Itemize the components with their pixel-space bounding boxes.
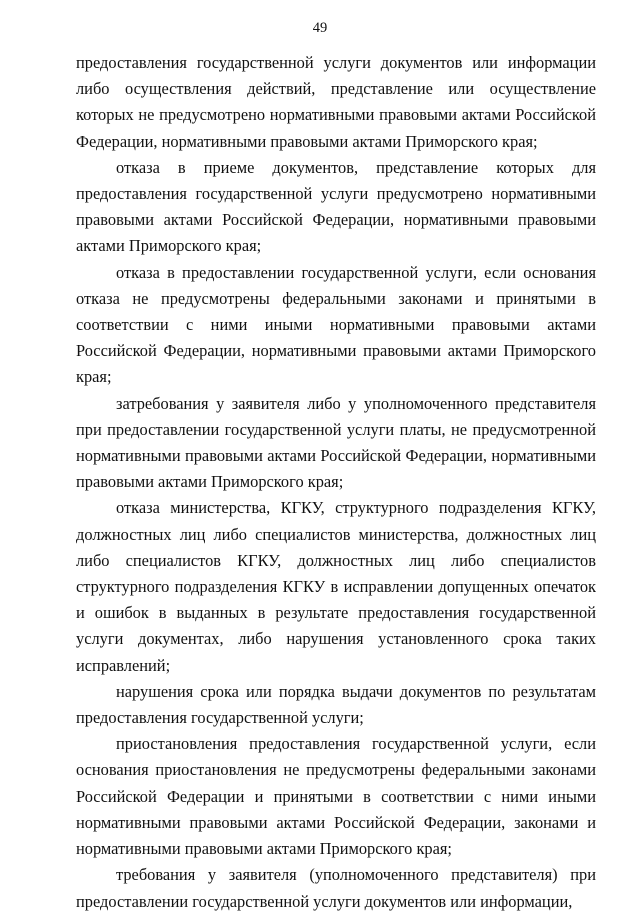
document-body (76, 50, 596, 915)
paragraph: требования у заявителя (уполномоченного представителя) при предоставлении государственной услуги документов или информации, (76, 865, 596, 911)
paragraph: нарушения срока или порядка выдачи документов по результатам предоставления государственной услуги; (76, 681, 596, 728)
paragraph: предоставления государственной услуги документов или информации либо осуществления действий, представление или осуществление которых не предусмотрено нормативными правовыми актами Российской Федерации, нормативными правовыми актами Приморского края; (76, 53, 596, 151)
page-number: 49 (312, 20, 328, 36)
paragraph: отказа в приеме документов, представление которых для предоставления государственной услуги предусмотрено нормативными правовыми актами Российской Федерации, нормативными правовыми актами Приморского края; (76, 157, 596, 256)
paragraph: затребования у заявителя либо у уполномоченного представителя при предоставлении государственной услуги платы, не предусмотренной нормативными правовыми актами Российской Федерации, нормативными правовыми актами Приморского края; (76, 393, 596, 492)
paragraph: отказа в предоставлении государственной услуги, если основания отказа не предусмотрены федеральными законами и принятыми в соответствии с ними иными нормативными правовыми актами Российской Федерации, нормативными правовыми актами Приморского края; (76, 262, 596, 387)
paragraph: отказа министерства, КГКУ, структурного подразделения КГКУ, должностных лиц либо специалистов министерства, должностных лиц либо специалистов КГКУ, должностных лиц либо специалистов структурного подразделения КГКУ в исправлении допущенных опечаток и ошибок в выданных в результате предоставления государственной услуги документах, либо нарушения установленного срока таких исправлений; (76, 498, 596, 675)
paragraph: приостановления предоставления государственной услуги, если основания приостановления не предусмотрены федеральными законами Российской Федерации и принятыми в соответствии с ними иными нормативными правовыми актами Российской Федерации, законами и нормативными правовыми актами Приморского края; (76, 734, 596, 859)
